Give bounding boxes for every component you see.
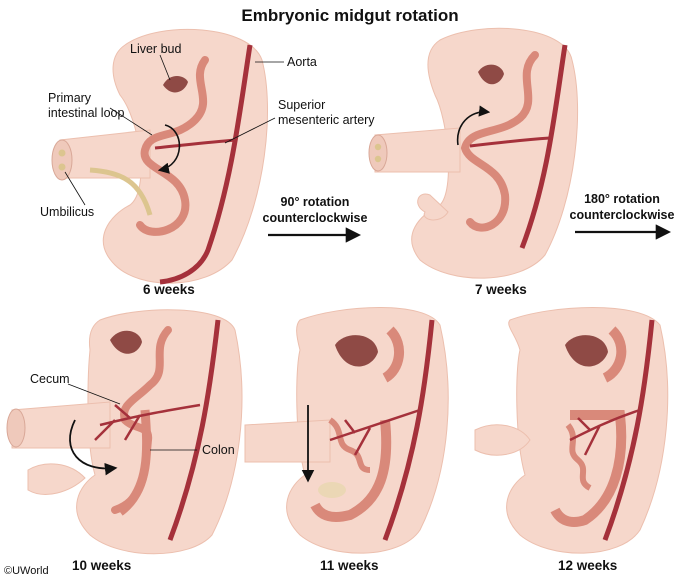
stage-label-6-weeks: 6 weeks bbox=[143, 282, 195, 297]
rotation-label-1-line1: 90° rotation bbox=[280, 195, 350, 209]
label-aorta: Aorta bbox=[287, 55, 317, 69]
cord-end bbox=[52, 140, 72, 180]
embryo-7-weeks bbox=[369, 28, 578, 278]
embryo-12-weeks bbox=[475, 308, 668, 554]
stage-label-7-weeks: 7 weeks bbox=[475, 282, 527, 297]
limb bbox=[28, 464, 85, 495]
copyright-notice: ©UWorld bbox=[4, 565, 49, 577]
label-sma-line2: mesenteric artery bbox=[278, 113, 375, 127]
umbilical-cord bbox=[12, 402, 110, 448]
label-primary-loop-line1: Primary bbox=[48, 91, 92, 105]
embryo-11-weeks bbox=[245, 308, 448, 554]
rotation-label-1-line2: counterclockwise bbox=[262, 211, 368, 225]
cord-end bbox=[7, 409, 25, 447]
label-cecum: Cecum bbox=[30, 372, 70, 386]
yolk-sac bbox=[318, 482, 346, 498]
embryo-6-weeks bbox=[52, 29, 284, 283]
cord-end bbox=[369, 135, 387, 171]
label-sma-line1: Superior bbox=[278, 98, 326, 112]
label-liver-bud: Liver bud bbox=[130, 42, 182, 56]
umbilical-cord bbox=[375, 128, 460, 172]
rotation-label-2-line2: counterclockwise bbox=[569, 208, 675, 222]
label-umbilicus: Umbilicus bbox=[40, 205, 95, 219]
stage-label-10-weeks: 10 weeks bbox=[72, 558, 132, 573]
stage-label-12-weeks: 12 weeks bbox=[558, 558, 618, 573]
stage-label-11-weeks: 11 weeks bbox=[320, 558, 379, 573]
page-title: Embryonic midgut rotation bbox=[241, 6, 459, 25]
label-primary-loop-line2: intestinal loop bbox=[48, 106, 125, 120]
umbilical-cord bbox=[245, 420, 330, 462]
rotation-label-2-line1: 180° rotation bbox=[584, 192, 660, 206]
embryo-10-weeks bbox=[7, 310, 242, 554]
label-colon: Colon bbox=[202, 443, 235, 457]
